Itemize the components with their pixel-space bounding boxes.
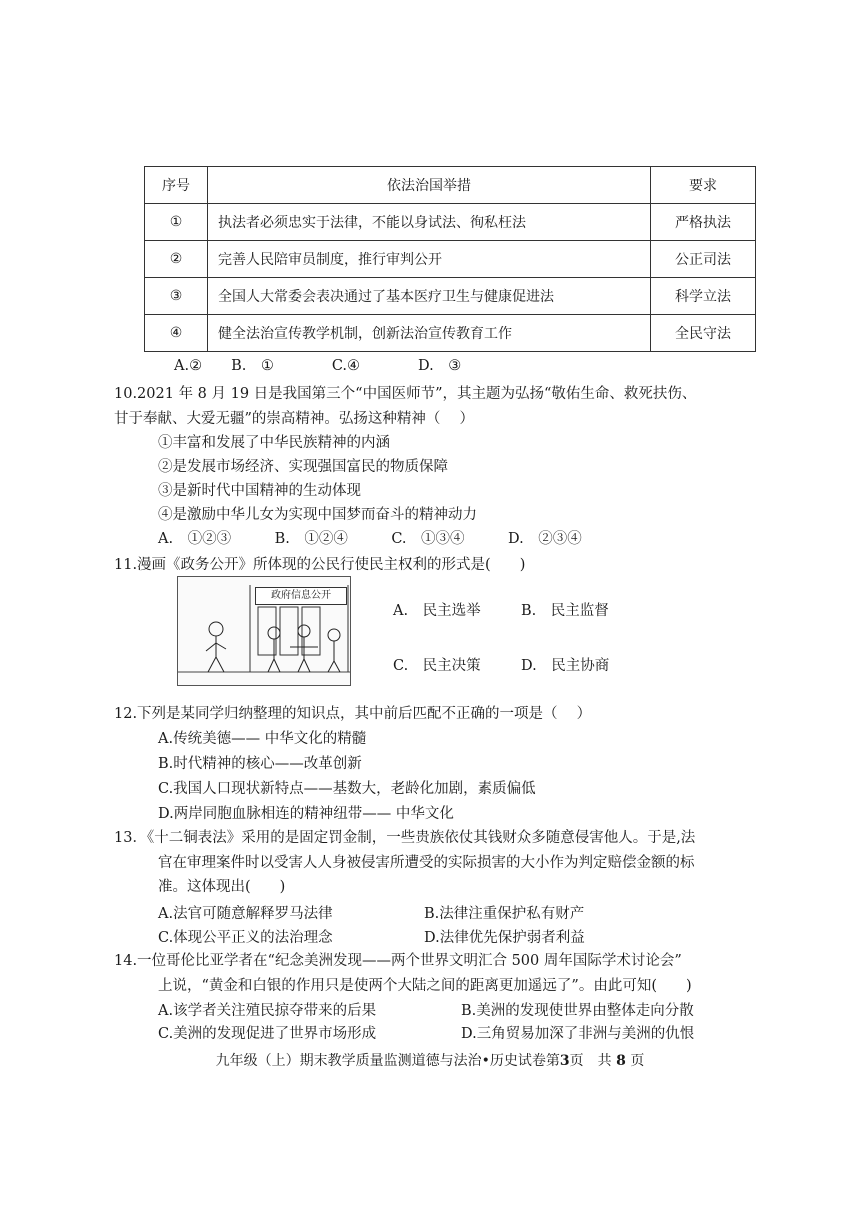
row-measure: 完善人民陪审员制度，推行审判公开 (208, 241, 651, 278)
q13-option-c: C.体现公平正义的法治理念 (158, 930, 333, 946)
table-header-row (145, 167, 756, 204)
q10-stem-line1: 10.2021 年 8 月 19 日是我国第三个“中国医师节”，其主题为弘扬“敬佑生命、救死扶伤、 (114, 386, 697, 402)
header-measure: 依法治国举措 (208, 167, 651, 204)
row-requirement: 严格执法 (651, 204, 756, 241)
table-row (145, 278, 756, 315)
header-number: 序号 (145, 167, 208, 204)
q9-options: A.② B. ① C.④ D. ③ (174, 358, 462, 374)
footer-text: 九年级（上）期末教学质量监测道德与法治•历史试卷第 (215, 1053, 560, 1069)
row-number: ④ (145, 315, 208, 352)
q12-stem: 12.下列是某同学归纳整理的知识点，其中前后匹配不正确的一项是（ ） (114, 706, 592, 722)
q13-stem-line2: 官在审理案件时以受害人人身被侵害所遭受的实际损害的大小作为判定赔偿金额的标 (158, 855, 695, 871)
q13-option-b: B.法律注重保护私有财产 (424, 906, 585, 922)
q14-option-d: D.三角贸易加深了非洲与美洲的仇恨 (461, 1026, 695, 1042)
footer-end: 页 (630, 1053, 645, 1069)
q14-option-c: C.美洲的发现促进了世界市场形成 (158, 1026, 377, 1042)
footer-total-pages: 8 (616, 1053, 626, 1069)
measures-table (144, 166, 756, 352)
q14-option-a: A.该学者关注殖民掠夺带来的后果 (158, 1003, 377, 1019)
q12-option: A.传统美德—— 中华文化的精髓 (158, 731, 367, 747)
q10-item: ③是新时代中国精神的生动体现 (158, 483, 361, 499)
q14-stem-line2: 上说，“黄金和白银的作用只是使两个大陆之间的距离更加遥远了”。由此可知( ) (158, 978, 692, 994)
row-number: ② (145, 241, 208, 278)
row-number: ① (145, 204, 208, 241)
q10-item: ②是发展市场经济、实现强国富民的物质保障 (158, 459, 448, 475)
q12-option: D.两岸同胞血脉相连的精神纽带—— 中华文化 (158, 806, 454, 822)
q10-options: A. ①②③ B. ①②④ C. ①③④ D. ②③④ (158, 531, 582, 547)
q10-item: ①丰富和发展了中华民族精神的内涵 (158, 435, 390, 451)
q13-option-d: D.法律优先保护弱者利益 (424, 930, 585, 946)
q11-stem: 11.漫画《政务公开》所体现的公民行使民主权利的形式是( ) (114, 557, 526, 573)
row-measure: 健全法治宣传教学机制，创新法治宣传教育工作 (208, 315, 651, 352)
q13-stem-line3: 准。这体现出( ) (158, 879, 286, 895)
row-number: ③ (145, 278, 208, 315)
q11-option-d: D. 民主协商 (521, 658, 610, 674)
cartoon-sign: 政府信息公开 (255, 587, 347, 605)
page-footer (0, 1050, 860, 1070)
q11-option-c: C. 民主决策 (393, 658, 481, 674)
footer-mid: 页 共 (569, 1053, 612, 1069)
cartoon-image (177, 576, 351, 686)
row-requirement: 公正司法 (651, 241, 756, 278)
q11-option-b: B. 民主监督 (521, 603, 609, 619)
q13-option-a: A.法官可随意解释罗马法律 (158, 906, 333, 922)
table-row (145, 315, 756, 352)
q10-stem-line2: 甘于奉献、大爱无疆”的崇高精神。弘扬这种精神（ ） (114, 411, 475, 427)
row-measure: 执法者必须忠实于法律，不能以身试法、徇私枉法 (208, 204, 651, 241)
q14-stem-line1: 14.一位哥伦比亚学者在“纪念美洲发现——两个世界文明汇合 500 周年国际学术讨论会” (114, 953, 682, 969)
header-requirement: 要求 (651, 167, 756, 204)
q12-option: C.我国人口现状新特点——基数大，老龄化加剧，素质偏低 (158, 781, 536, 797)
q14-option-b: B.美洲的发现使世界由整体走向分散 (461, 1003, 694, 1019)
table-row (145, 204, 756, 241)
cartoon-drawing (178, 577, 350, 685)
q11-option-a: A. 民主选举 (393, 603, 481, 619)
q10-item: ④是激励中华儿女为实现中国梦而奋斗的精神动力 (158, 507, 477, 523)
row-measure: 全国人大常委会表决通过了基本医疗卫生与健康促进法 (208, 278, 651, 315)
table-row (145, 241, 756, 278)
q12-option: B.时代精神的核心——改革创新 (158, 756, 362, 772)
q13-stem-line1: 13．《十二铜表法》采用的是固定罚金制，一些贵族依仗其钱财众多随意侵害他人。于是,法 (114, 830, 696, 846)
row-requirement: 全民守法 (651, 315, 756, 352)
footer-page-number: 3 (559, 1053, 570, 1069)
row-requirement: 科学立法 (651, 278, 756, 315)
